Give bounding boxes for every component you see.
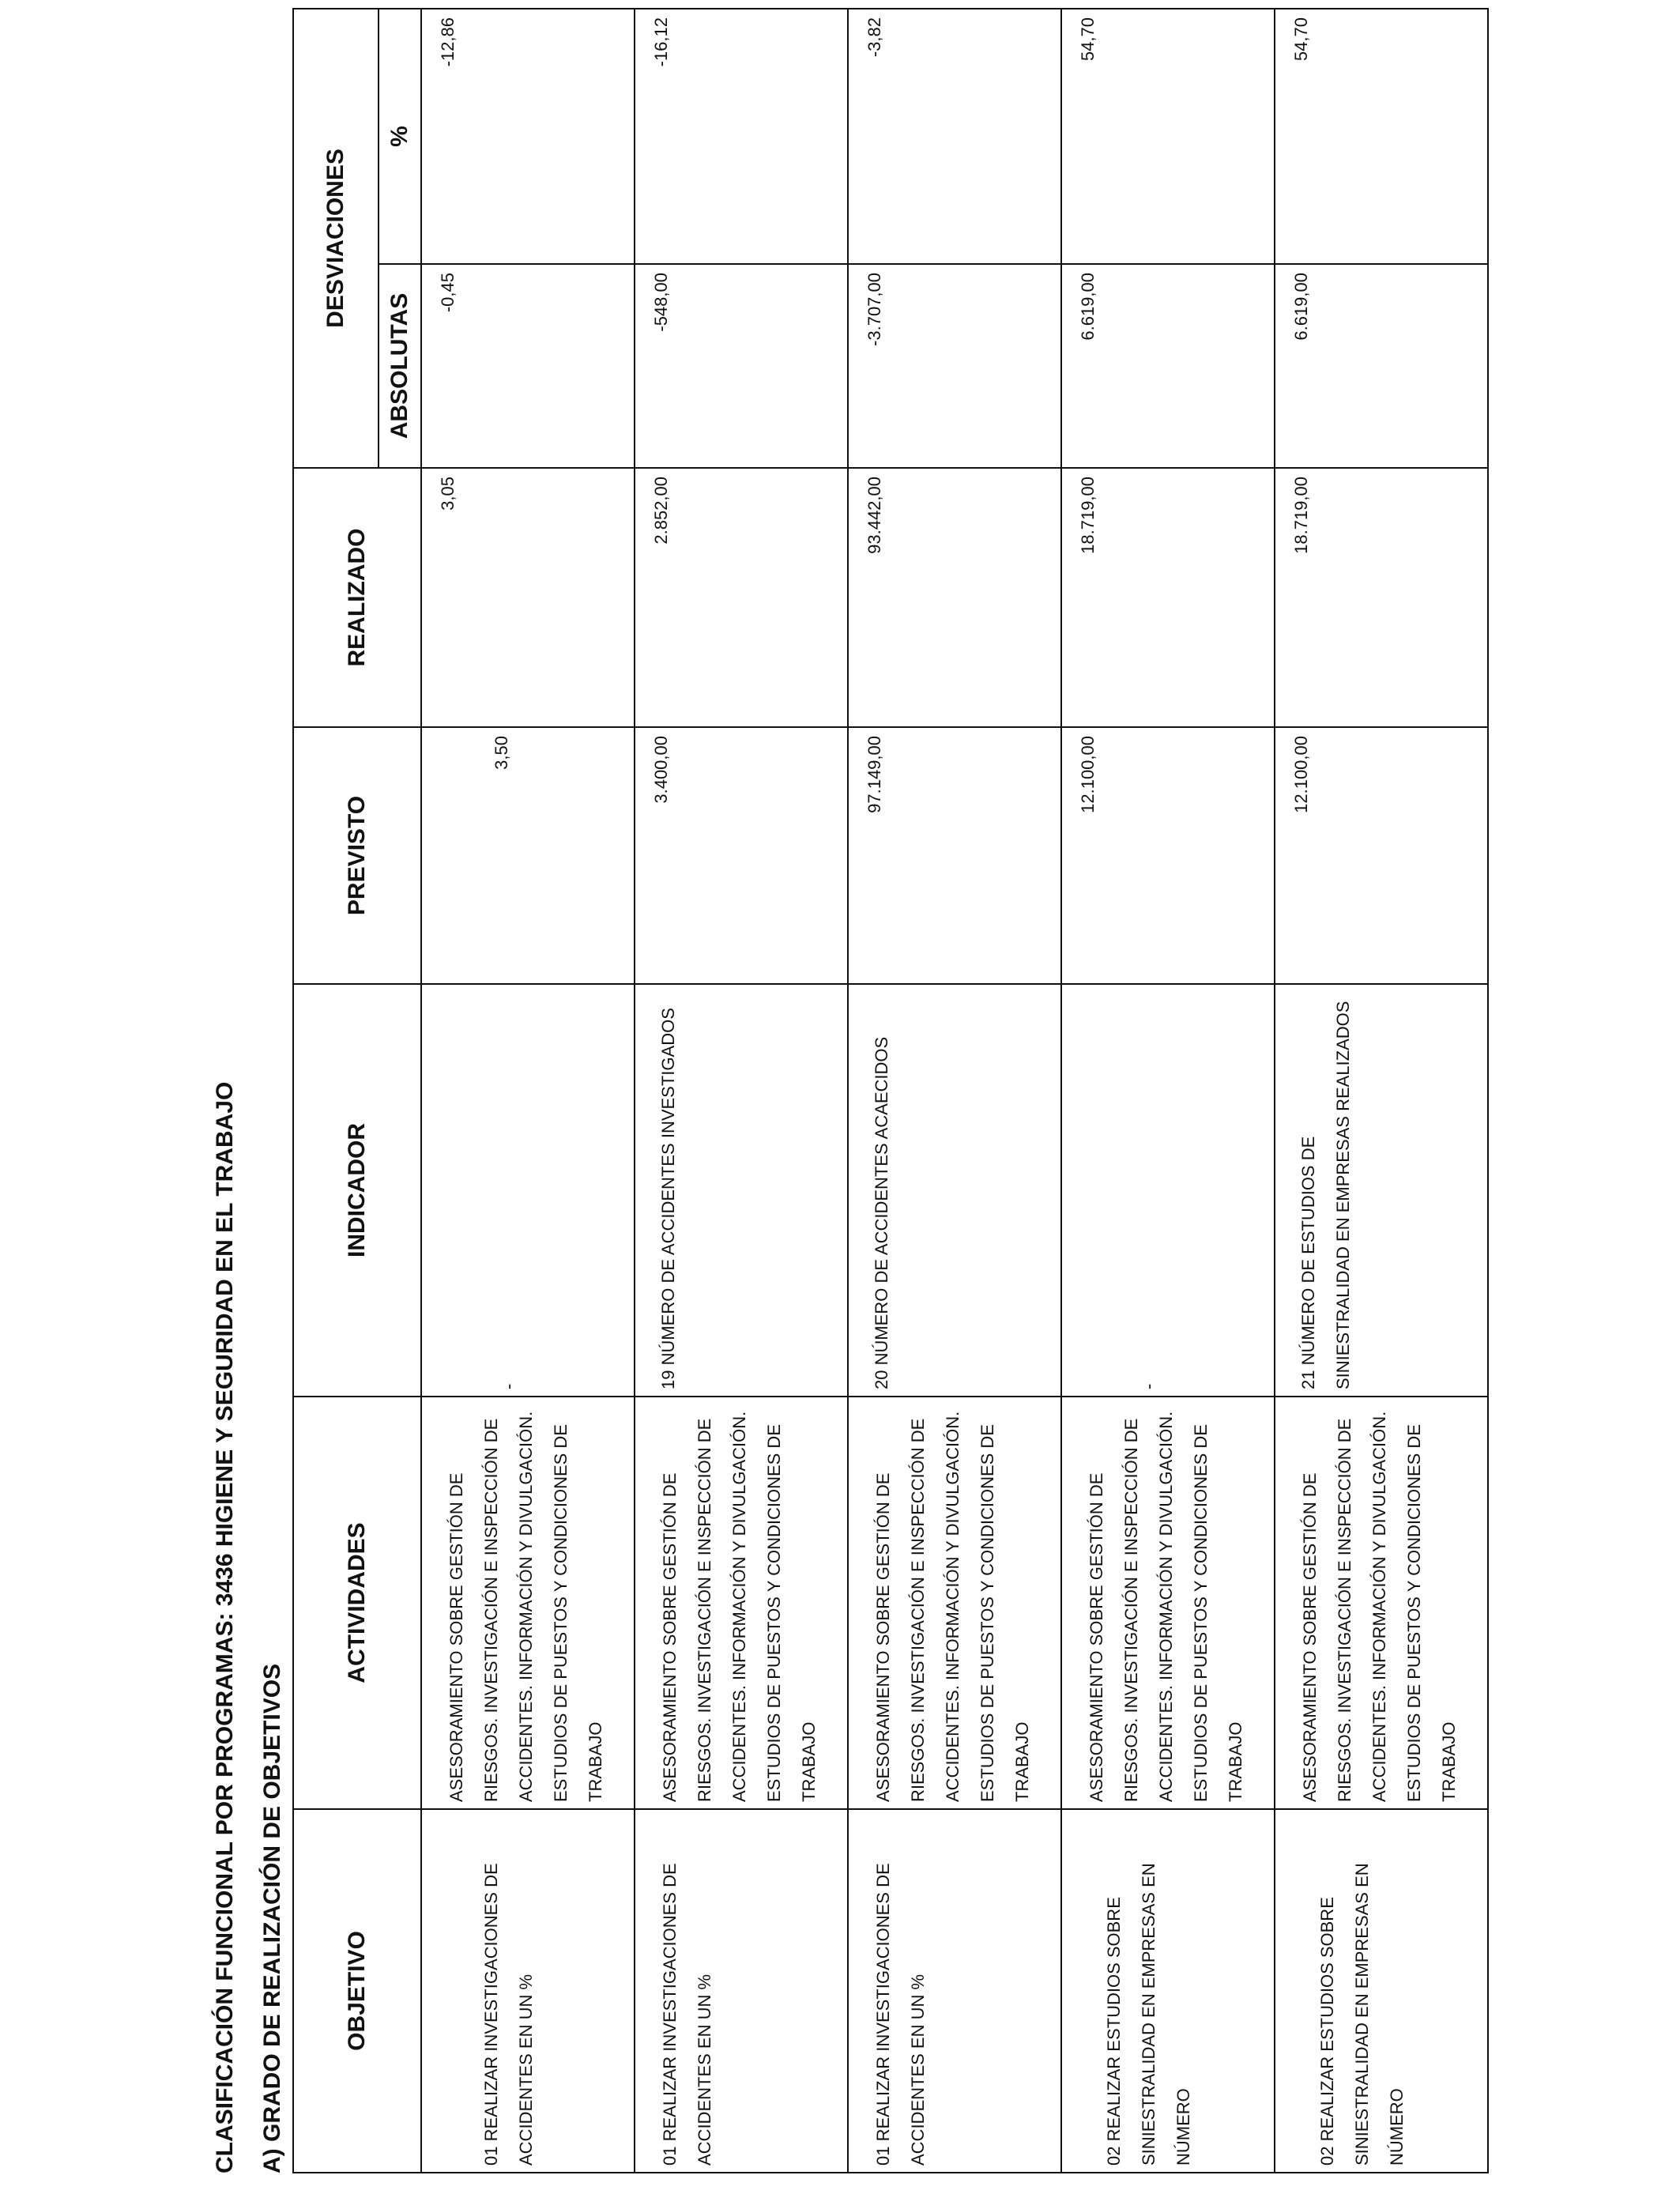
header-objetivo: OBJETIVO	[293, 1809, 421, 2173]
actividades-cell: ASESORAMIENTO SOBRE GESTIÓN DE RIESGOS. INVESTIGACIÓN E INSPECCIÓN DE ACCIDENTES. INFORMACIÓN Y DIVULGACIÓN. ESTUDIOS DE PUESTOS Y CONDICIONES DE TRABAJO	[1275, 1397, 1488, 1809]
page-subtitle: A) GRADO DE REALIZACIÓN DE OBJETIVOS	[259, 1663, 285, 2173]
actividades-cell: ASESORAMIENTO SOBRE GESTIÓN DE RIESGOS. INVESTIGACIÓN E INSPECCIÓN DE ACCIDENTES. INFORMACIÓN Y DIVULGACIÓN. ESTUDIOS DE PUESTOS Y CONDICIONES DE TRABAJO	[1061, 1397, 1275, 1809]
actividades-cell: ASESORAMIENTO SOBRE GESTIÓN DE RIESGOS. INVESTIGACIÓN E INSPECCIÓN DE ACCIDENTES. INFORMACIÓN Y DIVULGACIÓN. ESTUDIOS DE PUESTOS Y CONDICIONES DE TRABAJO	[421, 1397, 635, 1809]
realizado-cell: 3,05	[421, 468, 635, 727]
realizado-cell: 93.442,00	[848, 468, 1061, 727]
objetivo-cell: 01 REALIZAR INVESTIGACIONES DE ACCIDENTES EN UN %	[421, 1809, 635, 2173]
absolutas-cell: -0,45	[421, 264, 635, 468]
indicador-cell: 20 NÚMERO DE ACCIDENTES ACAECIDOS	[848, 984, 1061, 1397]
actividades-cell: ASESORAMIENTO SOBRE GESTIÓN DE RIESGOS. INVESTIGACIÓN E INSPECCIÓN DE ACCIDENTES. INFORMACIÓN Y DIVULGACIÓN. ESTUDIOS DE PUESTOS Y CONDICIONES DE TRABAJO	[848, 1397, 1061, 1809]
previsto-cell: 3,50	[421, 727, 635, 984]
header-previsto: PREVISTO	[293, 727, 421, 984]
objectives-table	[292, 8, 1489, 2173]
table-row	[635, 9, 848, 2173]
objetivo-cell: 02 REALIZAR ESTUDIOS SOBRE SINIESTRALIDAD EN EMPRESAS EN NÚMERO	[1275, 1809, 1488, 2173]
objetivo-cell: 01 REALIZAR INVESTIGACIONES DE ACCIDENTES EN UN %	[848, 1809, 1061, 2173]
header-indicador: INDICADOR	[293, 984, 421, 1397]
realizado-cell: 18.719,00	[1061, 468, 1275, 727]
realizado-cell: 2.852,00	[635, 468, 848, 727]
indicador-cell: -	[421, 984, 635, 1397]
table-row	[848, 9, 1061, 2173]
porcentaje-cell: -12,86	[421, 9, 635, 264]
table-row	[1275, 9, 1488, 2173]
indicador-cell: -	[1061, 984, 1275, 1397]
porcentaje-cell: -3,82	[848, 9, 1061, 264]
table-row	[421, 9, 635, 2173]
page-title: CLASIFICACIÓN FUNCIONAL POR PROGRAMAS: 3436 HIGIENE Y SEGURIDAD EN EL TRABAJO	[212, 1081, 238, 2173]
absolutas-cell: 6.619,00	[1061, 264, 1275, 468]
previsto-cell: 97.149,00	[848, 727, 1061, 984]
previsto-cell: 3.400,00	[635, 727, 848, 984]
porcentaje-cell: -16,12	[635, 9, 848, 264]
header-desviaciones: DESVIACIONES	[293, 9, 379, 468]
previsto-cell: 12.100,00	[1061, 727, 1275, 984]
absolutas-cell: -3.707,00	[848, 264, 1061, 468]
header-porcentaje: %	[379, 9, 421, 264]
actividades-cell: ASESORAMIENTO SOBRE GESTIÓN DE RIESGOS. INVESTIGACIÓN E INSPECCIÓN DE ACCIDENTES. INFORMACIÓN Y DIVULGACIÓN. ESTUDIOS DE PUESTOS Y CONDICIONES DE TRABAJO	[635, 1397, 848, 1809]
header-actividades: ACTIVIDADES	[293, 1397, 421, 1809]
objetivo-cell: 02 REALIZAR ESTUDIOS SOBRE SINIESTRALIDAD EN EMPRESAS EN NÚMERO	[1061, 1809, 1275, 2173]
table-row	[1061, 9, 1275, 2173]
realizado-cell: 18.719,00	[1275, 468, 1488, 727]
header-realizado: REALIZADO	[293, 468, 421, 727]
porcentaje-cell: 54,70	[1061, 9, 1275, 264]
header-absolutas: ABSOLUTAS	[379, 264, 421, 468]
objetivo-cell: 01 REALIZAR INVESTIGACIONES DE ACCIDENTES EN UN %	[635, 1809, 848, 2173]
indicador-cell: 21 NÚMERO DE ESTUDIOS DE SINIESTRALIDAD EN EMPRESAS REALIZADOS	[1275, 984, 1488, 1397]
absolutas-cell: 6.619,00	[1275, 264, 1488, 468]
porcentaje-cell: 54,70	[1275, 9, 1488, 264]
previsto-cell: 12.100,00	[1275, 727, 1488, 984]
absolutas-cell: -548,00	[635, 264, 848, 468]
indicador-cell: 19 NÚMERO DE ACCIDENTES INVESTIGADOS	[635, 984, 848, 1397]
